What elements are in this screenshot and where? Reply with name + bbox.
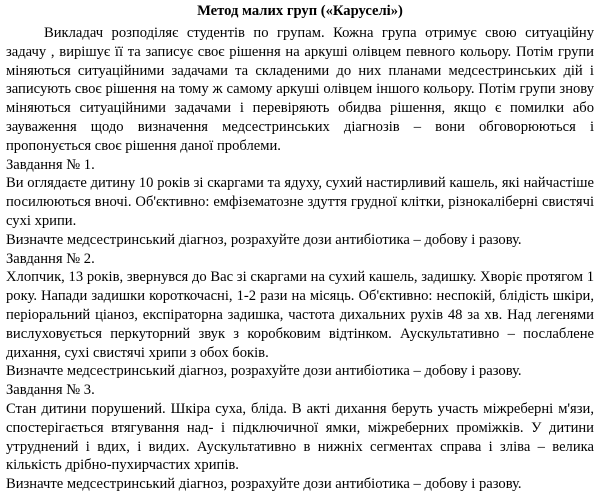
task-3-body: Стан дитини порушений. Шкіра суха, бліда. В акті дихання беруть участь міжреберні м'язи, спостерігається втягування над- і підключичної ямки, міжреберних проміжків. У дитини утруднений і вдих, і видих. Аускультативно в нижніх сегментах справа і зліва – велика кількість дрібно-пухирчастих хрипів.: [6, 400, 594, 474]
task-1: [6, 156, 594, 250]
task-2-heading: Завдання № 2.: [6, 250, 95, 267]
task-3-heading: Завдання № 3.: [6, 382, 95, 399]
task-3-question: Визначте медсестринський діагноз, розрахуйте дози антибіотика – добову і разову.: [6, 476, 522, 493]
task-2-question: Визначте медсестринський діагноз, розрахуйте дози антибіотика – добову і разову.: [6, 363, 522, 380]
task-1-question: Визначте медсестринський діагноз, розрахуйте дози антибіотика – добову і разову.: [6, 231, 522, 248]
intro-paragraph: Викладач розподіляє студентів по групам. Кожна група отримує свою ситуаційну задачу , вирішує її та записує своє рішення на аркуші олівцем певного кольору. Потім групи міняються ситуаційними задачами та складеними до них планами медсестринських дій і записують своє рішення на тому ж самому аркуші олівцем іншого кольору. Потім групи знову міняються ситуаційними задачами і перевіряють обидва рішення, якщо є помилки або зауваження щодо визначення медсестринських діагнозів – вони обговорюються і пропонується своє рішення даної проблеми.: [6, 25, 594, 154]
task-1-body: Ви оглядаєте дитину 10 років зі скаргами та ядуху, сухий настирливий кашель, які найчастіше посилюються вночі. Об'єктивно: емфізематозне здуття грудної клітки, різнокаліберні свистячі сухі хрипи.: [6, 175, 594, 229]
document-page: [0, 2, 600, 494]
task-2: [6, 250, 594, 382]
document-title: Метод малих груп («Каруселі»): [197, 3, 403, 19]
task-1-heading: Завдання № 1.: [6, 156, 95, 173]
task-3: [6, 381, 594, 494]
task-2-body: Хлопчик, 13 років, звернувся до Вас зі скаргами на сухий кашель, задишку. Хворіє протягом 1 року. Напади задишки короткочасні, 1-2 рази на місяць. Об'єктивно: неспокій, блідість шкіри, періоральний ціаноз, експіраторна задишка, частота дихальних рухів 48 за хв. Над легенями вислуховується перкуторний звук з коробковим відтінком. Аускультативно – послаблене дихання, сухі свистячі хрипи з обох боків.: [6, 269, 594, 361]
